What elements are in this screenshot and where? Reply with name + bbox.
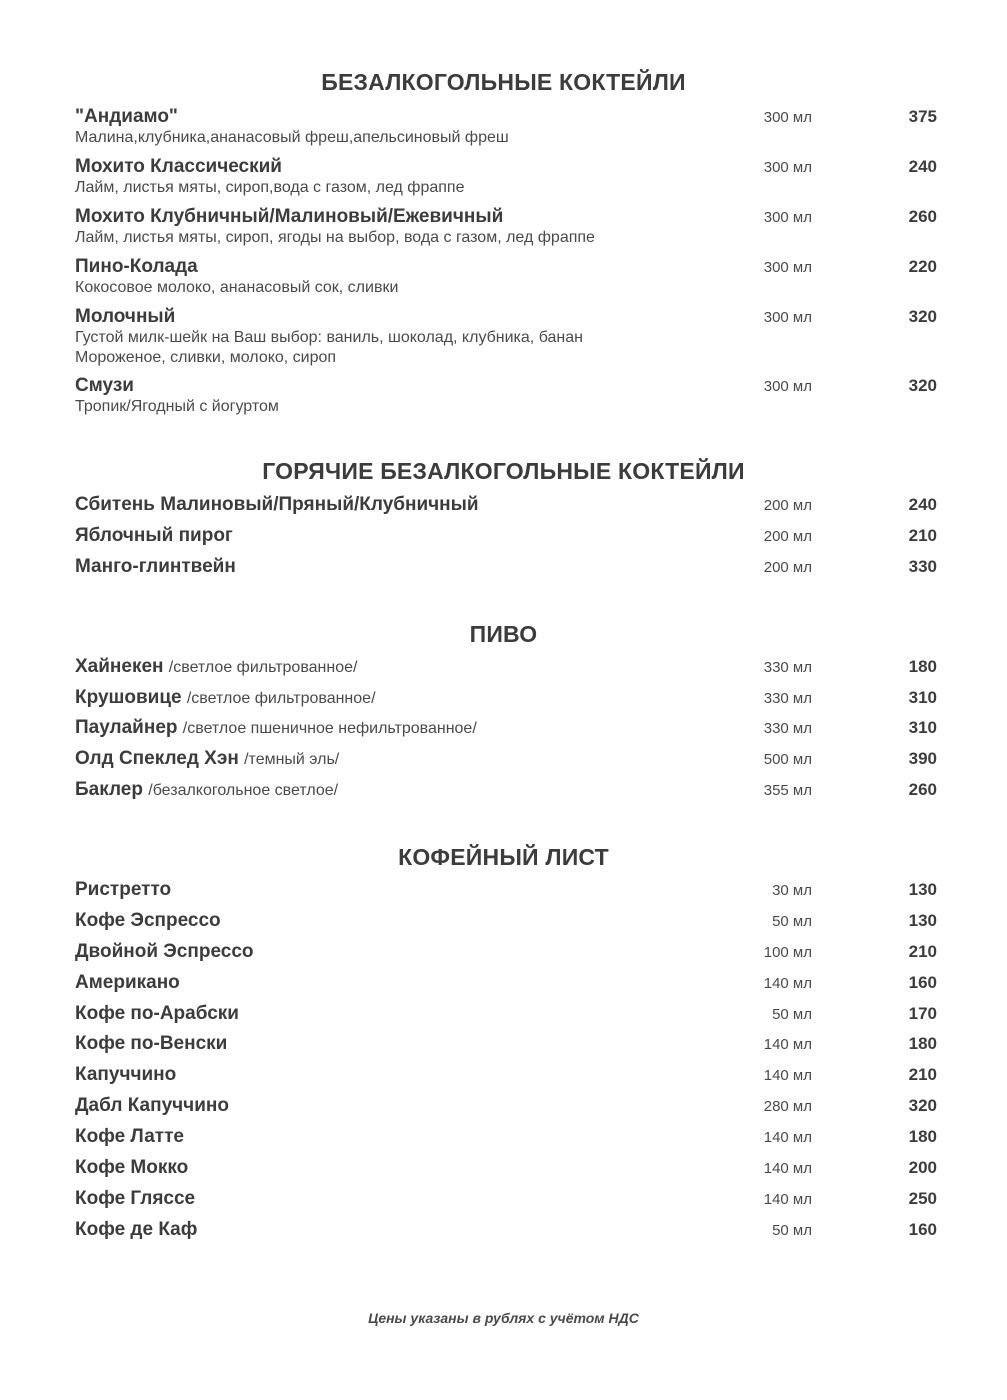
item-name: Смузи	[75, 375, 134, 396]
menu-item	[75, 879, 937, 901]
item-price: 180	[908, 1034, 937, 1053]
footer-note: Цены указаны в рублях с учётом НДС	[368, 1310, 639, 1326]
item-volume: 355 мл	[763, 782, 812, 799]
item-name: Двойной Эспрессо	[75, 941, 254, 962]
item-price: 220	[908, 257, 937, 276]
menu-item	[75, 779, 937, 802]
item-volume: 140 мл	[763, 1129, 812, 1146]
item-volume: 500 мл	[763, 751, 812, 768]
section-title-coffee: КОФЕЙНЫЙ ЛИСТ	[398, 844, 609, 870]
item-description: Малина,клубника,ананасовый фреш,апельсиновый фреш	[75, 129, 509, 146]
item-volume: 280 мл	[763, 1098, 812, 1115]
item-description: Лайм, листья мяты, сироп, ягоды на выбор, вода с газом, лед фраппе	[75, 229, 595, 246]
item-volume: 300 мл	[763, 159, 812, 176]
item-volume: 300 мл	[763, 109, 812, 126]
item-price: 170	[908, 1004, 937, 1023]
item-price: 210	[908, 526, 937, 545]
item-volume: 50 мл	[772, 913, 812, 930]
item-name: Капуччино	[75, 1064, 177, 1085]
item-note: /безалкогольное светлое/	[148, 782, 339, 799]
menu-item	[75, 1003, 937, 1025]
item-volume: 50 мл	[772, 1006, 812, 1023]
item-price: 320	[908, 376, 937, 395]
item-volume: 300 мл	[763, 309, 812, 326]
item-price: 180	[908, 1127, 937, 1146]
item-volume: 300 мл	[763, 209, 812, 226]
section-title-soft-cocktails: БЕЗАЛКОГОЛЬНЫЕ КОКТЕЙЛИ	[321, 69, 686, 95]
item-name: Кофе де Каф	[75, 1219, 198, 1240]
menu-item	[75, 306, 937, 368]
menu-item	[75, 717, 937, 740]
item-price: 320	[908, 307, 937, 326]
menu-item	[75, 1126, 937, 1148]
menu-item	[75, 1157, 937, 1179]
item-price: 240	[908, 495, 937, 514]
item-price: 260	[908, 780, 937, 799]
item-volume: 140 мл	[763, 1067, 812, 1084]
menu-item	[75, 687, 937, 710]
item-name-text: Хайнекен	[75, 656, 164, 677]
item-name: Сбитень Малиновый/Пряный/Клубничный	[75, 494, 479, 515]
menu-item	[75, 256, 937, 298]
item-volume: 140 мл	[763, 1036, 812, 1053]
item-note: /темный эль/	[244, 751, 340, 768]
item-name-text: Крушовице	[75, 687, 182, 708]
item-volume: 140 мл	[763, 975, 812, 992]
menu-item	[75, 972, 937, 994]
item-name: Пино-Колада	[75, 256, 198, 277]
item-price: 310	[908, 718, 937, 737]
menu-item	[75, 748, 937, 771]
menu-item	[75, 910, 937, 932]
item-price: 375	[908, 107, 937, 126]
item-description: Густой милк-шейк на Ваш выбор: ваниль, шоколад, клубника, банан	[75, 329, 583, 346]
item-name: Яблочный пирог	[75, 525, 233, 546]
item-name: Мохито Клубничный/Малиновый/Ежевичный	[75, 206, 504, 227]
menu-item	[75, 375, 937, 417]
menu-item	[75, 494, 937, 516]
item-price: 160	[908, 1220, 937, 1239]
item-description: Кокосовое молоко, ананасовый сок, сливки	[75, 279, 399, 296]
item-volume: 100 мл	[763, 944, 812, 961]
item-price: 180	[908, 657, 937, 676]
item-name-text: Паулайнер	[75, 717, 178, 738]
item-price: 210	[908, 1065, 937, 1084]
item-volume: 200 мл	[763, 497, 812, 514]
item-price: 160	[908, 973, 937, 992]
item-name-text: Олд Спеклед Хэн	[75, 748, 239, 769]
item-note: /светлое пшеничное нефильтрованное/	[182, 720, 477, 737]
item-name: Кофе Латте	[75, 1126, 184, 1147]
menu-item	[75, 941, 937, 963]
menu-item	[75, 656, 937, 679]
item-volume: 200 мл	[763, 559, 812, 576]
item-volume: 300 мл	[763, 378, 812, 395]
item-description: Мороженое, сливки, молоко, сироп	[75, 349, 337, 366]
menu-item	[75, 156, 937, 198]
section-title-beer: ПИВО	[469, 621, 538, 647]
item-name: Ристретто	[75, 879, 172, 900]
menu-item	[75, 556, 937, 578]
menu-item	[75, 1188, 937, 1210]
item-price: 320	[908, 1096, 937, 1115]
item-name: "Андиамо"	[75, 106, 178, 127]
menu-item	[75, 525, 937, 547]
item-note: /светлое фильтрованное/	[168, 659, 358, 676]
item-price: 210	[908, 942, 937, 961]
item-name-text: Баклер	[75, 779, 143, 800]
item-volume: 300 мл	[763, 259, 812, 276]
item-price: 260	[908, 207, 937, 226]
item-description: Тропик/Ягодный с йогуртом	[75, 398, 279, 415]
item-volume: 330 мл	[763, 659, 812, 676]
item-volume: 330 мл	[763, 690, 812, 707]
item-price: 130	[908, 911, 937, 930]
item-volume: 140 мл	[763, 1160, 812, 1177]
item-price: 310	[908, 688, 937, 707]
item-name: Кофе Мокко	[75, 1157, 189, 1178]
menu-item	[75, 1033, 937, 1055]
item-note: /светлое фильтрованное/	[186, 690, 376, 707]
item-name: Манго-глинтвейн	[75, 556, 236, 577]
section-title-hot-soft-cocktails: ГОРЯЧИЕ БЕЗАЛКОГОЛЬНЫЕ КОКТЕЙЛИ	[262, 458, 745, 484]
item-name: Кофе по-Арабски	[75, 1003, 239, 1024]
item-name: Кофе Эспрессо	[75, 910, 221, 931]
item-price: 330	[908, 557, 937, 576]
item-volume: 50 мл	[772, 1222, 812, 1239]
item-price: 130	[908, 880, 937, 899]
item-name: Мохито Классический	[75, 156, 282, 177]
item-name: Молочный	[75, 306, 176, 327]
item-price: 240	[908, 157, 937, 176]
menu-item	[75, 1219, 937, 1241]
item-description: Лайм, листья мяты, сироп,вода с газом, лед фраппе	[75, 179, 465, 196]
item-volume: 140 мл	[763, 1191, 812, 1208]
menu-item	[75, 106, 937, 148]
item-name: Американо	[75, 972, 180, 993]
item-price: 390	[908, 749, 937, 768]
menu-item	[75, 206, 937, 248]
item-name: Кофе по-Венски	[75, 1033, 228, 1054]
menu-item	[75, 1095, 937, 1117]
item-name: Дабл Капуччино	[75, 1095, 229, 1116]
menu-item	[75, 1064, 937, 1086]
item-volume: 30 мл	[772, 882, 812, 899]
item-price: 200	[908, 1158, 937, 1177]
item-volume: 330 мл	[763, 720, 812, 737]
item-name: Кофе Гляссе	[75, 1188, 196, 1209]
item-price: 250	[908, 1189, 937, 1208]
item-volume: 200 мл	[763, 528, 812, 545]
